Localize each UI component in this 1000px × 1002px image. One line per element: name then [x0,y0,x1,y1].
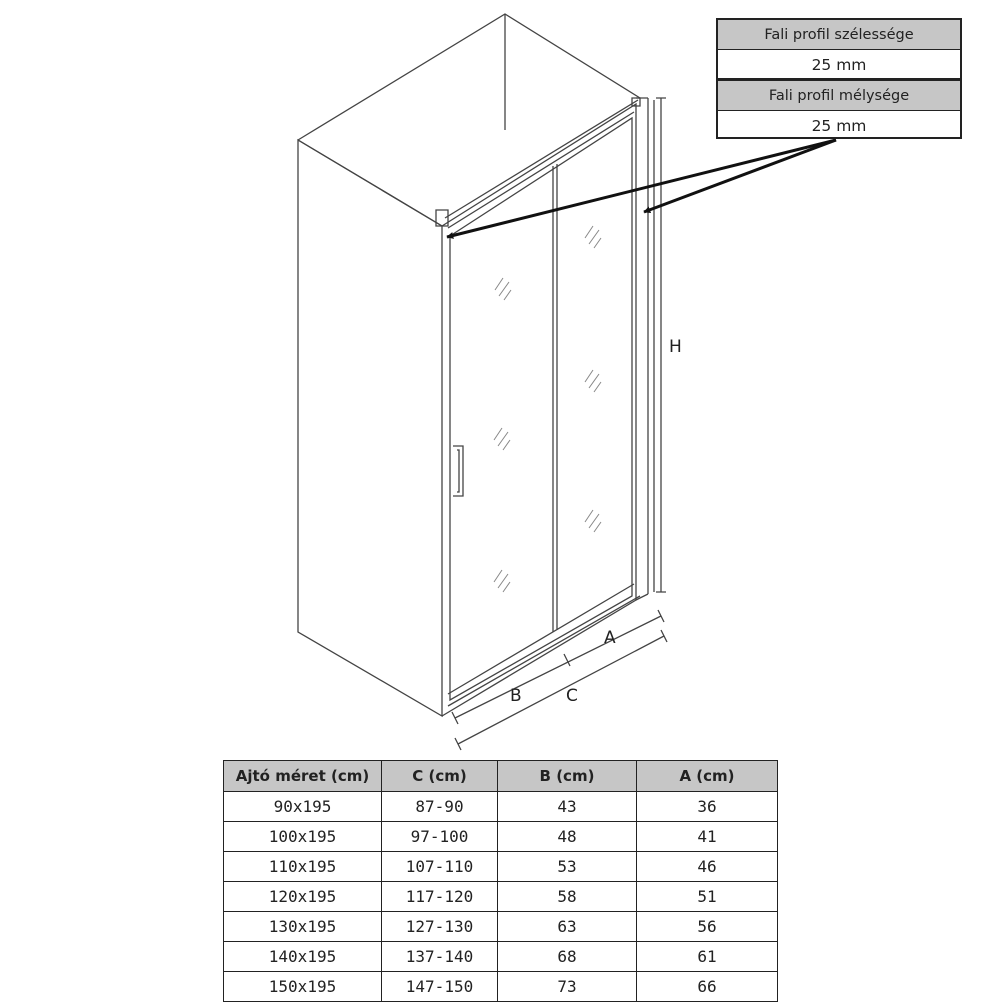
cell-a: 56 [637,912,778,942]
wall-profile-depth-box [716,79,962,139]
cell-b: 63 [498,912,637,942]
cell-door-size: 140x195 [224,942,382,972]
door-frame [436,98,654,716]
cell-door-size: 110x195 [224,852,382,882]
table-row [224,912,778,942]
table-row [224,792,778,822]
glass-reflection-marks [494,226,601,592]
cell-a: 41 [637,822,778,852]
cell-c: 137-140 [382,942,498,972]
table-row [224,822,778,852]
cell-b: 48 [498,822,637,852]
b-label: B [510,686,522,706]
header-door-size: Ajtó méret (cm) [224,761,382,792]
cell-b: 58 [498,882,637,912]
header-c: C (cm) [382,761,498,792]
table-row [224,972,778,1002]
door-handle [453,446,463,496]
header-b: B (cm) [498,761,637,792]
cell-b: 53 [498,852,637,882]
wall-profile-width-value: 25 mm [811,55,867,74]
wall-profile-depth-value: 25 mm [811,116,867,135]
cell-c: 107-110 [382,852,498,882]
table-row [224,882,778,912]
cell-door-size: 130x195 [224,912,382,942]
cell-c: 147-150 [382,972,498,1002]
height-label: H [669,337,682,357]
height-dimension [656,98,666,592]
c-label: C [566,686,578,706]
cell-b: 68 [498,942,637,972]
table-header-row [224,761,778,792]
cell-b: 73 [498,972,637,1002]
wall-profile-width-box [716,18,962,80]
cell-a: 66 [637,972,778,1002]
cell-door-size: 100x195 [224,822,382,852]
cell-door-size: 90x195 [224,792,382,822]
table-row [224,852,778,882]
cell-c: 127-130 [382,912,498,942]
cell-door-size: 120x195 [224,882,382,912]
callout-arrows [447,140,836,237]
a-label: A [604,628,616,648]
cell-c: 97-100 [382,822,498,852]
wall-profile-width-header: Fali profil szélessége [718,20,960,50]
size-table [223,760,778,1002]
cell-a: 61 [637,942,778,972]
cell-a: 51 [637,882,778,912]
cell-door-size: 150x195 [224,972,382,1002]
cell-b: 43 [498,792,637,822]
cell-a: 46 [637,852,778,882]
cell-c: 117-120 [382,882,498,912]
cell-c: 87-90 [382,792,498,822]
wall-profile-depth-header: Fali profil mélysége [718,81,960,111]
table-row [224,942,778,972]
header-a: A (cm) [637,761,778,792]
cell-a: 36 [637,792,778,822]
